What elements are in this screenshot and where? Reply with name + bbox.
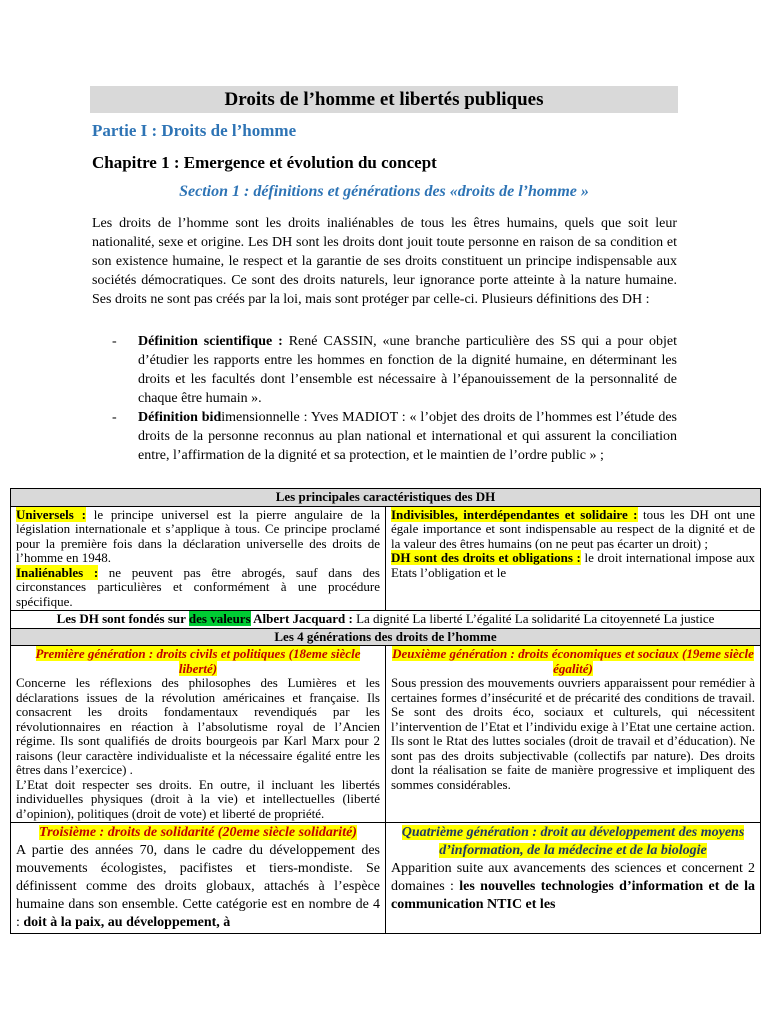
- universels-text: le principe universel est la pierre angulaire de la législation internationale et s’applique à tous. Ce principe proclamé pour la première fois dans la déclaration universelle des droits de l’homme en 1948.: [16, 506, 380, 565]
- generation-3-bold: doit à la paix, au développement, à: [23, 915, 231, 930]
- universels-label: Universels :: [16, 506, 86, 522]
- definition-item: [112, 408, 677, 465]
- definition-label-rest: imensionnelle: [221, 410, 300, 425]
- values-list: La dignité La liberté L’égalité La solidarité La citoyenneté La justice: [352, 611, 715, 626]
- chapter-heading: Chapitre 1 : Emergence et évolution du concept: [92, 153, 437, 172]
- inalienables-label: Inaliénables :: [16, 564, 99, 580]
- characteristics-right-cell: [386, 506, 761, 611]
- definitions-list: [112, 332, 677, 465]
- generation-1-title: Première génération : droits civils et politiques (18eme siècle liberté): [35, 646, 361, 676]
- generation-1-text: Concerne les réflexions des philosophes des Lumières et les déclarations issues de la révolution américaines et française. Ils consacrent les droits fondamentaux revendiqués par les révolutionnaires en réaction à l’absolutisme royal de l’Ancien régime. Ils sont qualifiés de droits bourgeois par Karl Marx pour 2 raisons (leur caractère individualiste et la nécessaire égalité entre les êtres dans l’exercice) .: [16, 675, 380, 777]
- generation-1-cell: [11, 646, 386, 823]
- values-row: [11, 611, 761, 629]
- generation-4-text: Apparition suite aux avancements des sciences et concernent 2 domaines :: [391, 861, 755, 894]
- characteristics-left-cell: [11, 506, 386, 611]
- generation-4-bold: les nouvelles technologies d’information et de la communication NTIC et les: [391, 879, 755, 912]
- generation-1-text-2: L’Etat doit respecter ses droits. En outre, il incluant les libertés individuelles physiques (droit à la vie) et intellectuelles (liberté d’opinion), politiques (droit de vote) et liberté de propriété.: [16, 776, 380, 821]
- indivisibles-text: tous les DH ont une égale importance et sont indispensable au respect de la dignité et de la valeur des êtres humains (on ne peut pas écarter un droit) ;: [391, 506, 755, 551]
- generation-3-title: Troisième : droits de solidarité (20eme siècle solidarité): [39, 825, 357, 840]
- obligations-label: DH sont des droits et obligations :: [391, 550, 581, 565]
- generation-2-cell: [386, 646, 761, 823]
- definition-text: René CASSIN, «une branche particulière des SS qui a pour objet d’étudier les rapports entre les hommes en fonction de la dignité humaine, en déterminant les droits et les facultés dont l’ensemble est nécessaire à l’épanouissement de la personnalité de chaque être humain ».: [138, 334, 677, 406]
- list-dash: -: [112, 334, 117, 349]
- generation-3-text: A partie des années 70, dans le cadre du développement des mouvements écologistes, pacifistes et tiers-mondiste. Se définissent comme des droits globaux, attachés à l’espèce humaine dans son ensemble. Cette catégorie est en nombre de 4 :: [16, 843, 380, 930]
- table-header-generations: Les 4 générations des droits de l’homme: [11, 628, 761, 646]
- definition-label: Définition scientifique :: [138, 334, 283, 349]
- definition-label: Définition bid: [138, 410, 222, 425]
- dh-table: [10, 488, 761, 934]
- generation-4-title: Quatrième génération : droit au développement des moyens d’information, de la médecine et de la biologie: [401, 825, 745, 858]
- indivisibles-label: Indivisibles, interdépendantes et solidaire :: [391, 506, 638, 522]
- values-prefix: Les DH sont fondés sur: [56, 611, 189, 626]
- generation-4-cell: [386, 823, 761, 934]
- definition-item: [112, 332, 677, 408]
- obligations-text: le droit international impose aux Etats l’obligation et le: [391, 550, 755, 580]
- section-heading: Section 1 : définitions et générations des «droits de l’homme »: [179, 183, 589, 200]
- generation-2-text: Sous pression des mouvements ouvriers apparaissent pour remédier à certaines formes d’insécurité et de précarité des conditions de travail. Se sont des droits éco, sociaux et culturels, qui nécessitent l’intervention de l’Etat et l’individu exige à l’Etat une certaine action. Ils sont le Rtat des luttes sociales (droit de travail et d’éducation). Ne sont pas des droits subjectivable (collectifs par nature). Des droits dont la réalisation se faite de manière progressive et impliquent des sommes considérables.: [391, 675, 755, 792]
- generation-3-cell: [11, 823, 386, 934]
- values-highlight: des valeurs: [188, 611, 251, 626]
- generation-2-title: Deuxième génération : droits économiques et sociaux (19eme siècle égalité): [392, 646, 754, 676]
- intro-paragraph: Les droits de l’homme sont les droits inaliénables de tous les êtres humains, quels que soit leur nationalité, sexe et origine. Les DH sont les droits dont jouit toute personne en raison de sa condition et son existence humaine, le respect et la garantie de ses droits constituent un principe indispensable aux sociétés démocratiques. Ce sont des droits naturels, leur ignorance porte atteinte à la nature humaine. Ses droits ne sont pas créés par la loi, mais sont protéger par celle-ci. Plusieurs définitions des DH :: [92, 216, 677, 307]
- inalienables-text: ne peuvent pas être abrogés, sauf dans des circonstances particulières et conformément à une procédure spécifique.: [16, 564, 380, 609]
- values-author: Albert Jacquard :: [250, 611, 353, 626]
- part-heading: Partie I : Droits de l’homme: [92, 121, 297, 140]
- list-dash: -: [112, 410, 117, 425]
- definition-text: : Yves MADIOT : « l’objet des droits de l’hommes est l’étude des droits de la personne reconnus au plan national et international et qui assurent la conciliation entre, l’affirmation de la dignité et sa protection, et le maintien de l’ordre public » ;: [138, 410, 677, 463]
- document-title: Droits de l’homme et libertés publiques: [90, 86, 678, 113]
- table-header-characteristics: Les principales caractéristiques des DH: [11, 489, 761, 507]
